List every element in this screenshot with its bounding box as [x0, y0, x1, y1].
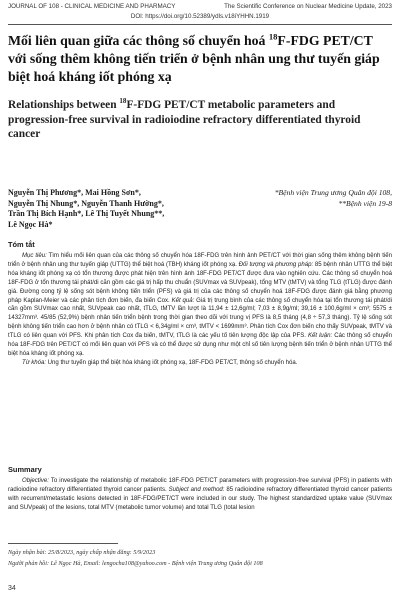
title-vietnamese: Mối liên quan giữa các thông số chuyển hoá $^{18}$F-FDG PET/CT với sống thêm không tiến triển ở bệnh nhân ung thư tuyến giáp biệt hoá kháng iốt phóng xạ	[8, 31, 380, 84]
summary-vn-keywords: Từ khóa: Ung thư tuyến giáp thể biệt hóa kháng iốt phóng xạ, 18F-FDG PET/CT, thông số chuyển hóa.	[22, 359, 298, 366]
affiliation-line: *Bệnh viện Trung ương Quân đội 108,	[274, 188, 392, 197]
footnotes	[8, 548, 392, 570]
doi-link[interactable]: DOI: https://doi.org/10.52389/ydls.v18iYHHN.1919	[130, 13, 270, 20]
author-line: Nguyễn Thị Phương*, Mai Hồng Sơn*,	[8, 188, 141, 197]
author-line: Lê Ngọc Hà*	[8, 219, 53, 229]
affiliations	[247, 188, 392, 209]
footnote-divider	[8, 543, 118, 544]
footnote-contact: Người phản hồi: Lê Ngọc Hà, Email: lengocha108@yahoo.com - Bệnh viện Trung ương Quân đội 108	[8, 559, 263, 567]
summary-vn-heading: Tóm tắt	[8, 240, 35, 249]
summary-vn-body	[8, 252, 392, 368]
author-line: Nguyễn Thị Nhung*, Nguyễn Thanh Hường*,	[8, 198, 164, 208]
author-list	[8, 188, 248, 230]
affiliation-line: **Bệnh viện 19-8	[338, 198, 392, 208]
header-divider	[8, 24, 392, 25]
page-number: 34	[8, 585, 16, 592]
conference-name: The Scientific Conference on Nuclear Medicine Update, 2023	[224, 3, 392, 10]
summary-en-heading: Summary	[8, 465, 42, 474]
author-line: Trần Thị Bích Hạnh*, Lê Thị Tuyết Nhung**,	[8, 209, 165, 219]
title-english: Relationships between $^{18}$F-FDG PET/CT metabolic parameters and progression-free survival in radioiodine refractory differentiated thyroid cancer	[8, 97, 361, 140]
summary-en-body: Objective: To investigate the relationship of metabolic 18F-FDG PET/CT parameters with progression-free survival (PFS) in patients with radioiodine refractory differentiated thyroid cancer patients. Subject and method: 85 radioiodine refractory differentiated thyroid cancer patients with recurrent/metastatic lesions detected in 18F-FDG/PET/CT were included in our study. The highest standardized uptake value (SUVmax and SUVpeak) of the lesions, total MTV (metabolic tumor volume) and total TLG (total lesion	[8, 478, 392, 511]
summary-vn-paragraph: Mục tiêu: Tìm hiểu mối liên quan của các thông số chuyển hóa 18F-FDG trên hình ảnh PET/CT với thời gian sống thêm không bệnh tiến triển ở bệnh nhân ung thư tuyến giáp (UTTG) thể biệt hoá (TBH) kháng iốt phóng xạ. Đối tượng và phương pháp: 85 bệnh nhân UTTG thể biệt hóa kháng iốt phóng xạ có tổn thương được phát hiện trên hình ảnh 18F-FDG PET/CT được đưa vào nghiên cứu. Các thông số chuyển hoá 18F-FDG ở tổn thương tái phát/di căn gồm các giá trị hấp thu chuẩn (SUVmax và SUVpeak), tổng MTV (tMTV) và tổng TLG (tTLG) được đánh giá. Đường cong tỷ lệ sống sót bệnh không tiến triển (PFS) và giá trị của các thông số chuyển hoá 18F-FDG được đánh giá bằng phương pháp Kaplan-Meier và các phân tích đơn biến, đa biến Cox. Kết quả: Giá trị trung bình của các thông số chuyển hóa tại tổn thương tái phát/di căn gồm SUVmax cao nhất, SUVpeak cao nhất, tTLG, tMTV lần lượt là 11,94 ± 12,6g/ml; 7,03 ± 8,9g/ml; 39,16 ± 100,6g/ml × cm³; 5575 ± 14327mm³. 45/85 (52,9%) bệnh nhân tiến triển bệnh trong thời gian theo dõi với trung vị PFS là 8,5 tháng (4,8 ÷ 57,3 tháng). Tỷ lệ sống sót bệnh không tiến triển cao hơn ở bệnh nhân có tTLG < 6,34g/ml × cm³, tMTV < 1699mm³. Phân tích Cox đơn biến cho thấy SUVpeak, tMTV và tTLG có liên quan với PFS. Khi phân tích Cox đa biến, tMTV, tTLG là các yếu tố tiên lượng độc lập của PFS. Kết luận: Các thông số chuyển hóa 18F-FDG trên PET/CT có mối liên quan với PFS và có thể được sử dụng như một chỉ số tiên lượng bệnh tiến triển ở bệnh nhân UTTG thể biệt hóa kháng iốt phóng xạ.	[8, 253, 392, 357]
journal-name: JOURNAL OF 108 - CLINICAL MEDICINE AND PHARMACY	[8, 3, 176, 10]
footnote-dates: Ngày nhận bài: 25/8/2023, ngày chấp nhận đăng: 5/9/2023	[8, 549, 156, 556]
